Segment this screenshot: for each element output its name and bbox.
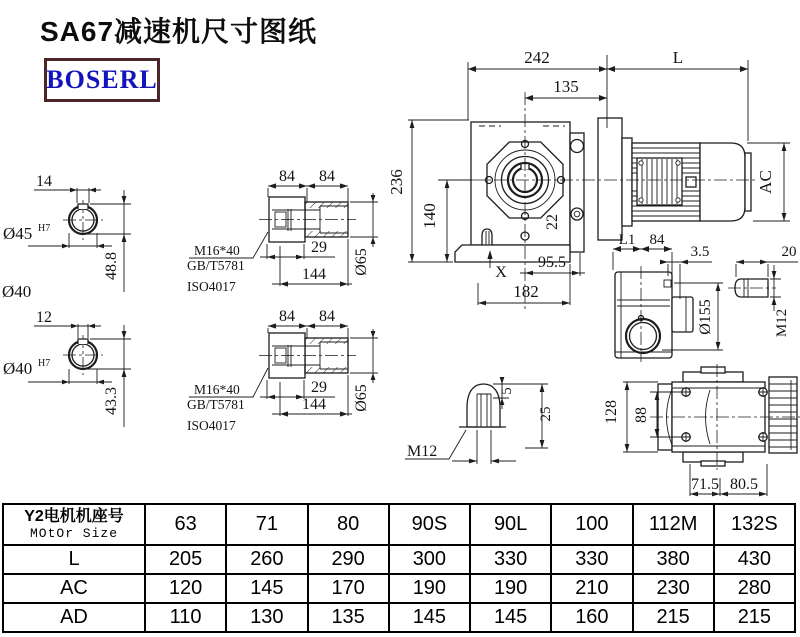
col-header: 71 [226, 504, 307, 545]
dim-135: 135 [553, 77, 579, 96]
note-iso-standard: ISO4017 [187, 418, 236, 433]
brand-logo-text: BOSERL [46, 65, 158, 94]
dim-236: 236 [387, 169, 406, 195]
dim-84-left: 84 [279, 168, 295, 185]
dim-84-left: 84 [279, 308, 295, 325]
note-bolt-spec: M16*40 [194, 243, 240, 258]
col-header: 90S [389, 504, 470, 545]
dim-242: 242 [524, 48, 550, 67]
table-cell: 160 [551, 603, 632, 632]
dim-dia40-tol: H7 [38, 358, 51, 369]
dim-5: 5 [499, 387, 515, 395]
view-sleeve-upper [187, 168, 378, 294]
dim-AC: AC [756, 170, 775, 194]
table-cell: 205 [145, 545, 226, 574]
table-cell: 230 [633, 574, 714, 603]
view-shaft-end-upper [2, 173, 131, 301]
table-cell: 280 [714, 574, 795, 603]
col-header: 132S [714, 504, 795, 545]
dim-84-right: 84 [319, 308, 335, 325]
dim-29: 29 [311, 379, 327, 396]
dim-dia40h7: Ø40 [3, 359, 33, 378]
view-gearbox-top [603, 364, 800, 496]
dim-dia155: Ø155 [697, 299, 714, 335]
table-cell: 215 [714, 603, 795, 632]
dim-12: 12 [36, 309, 52, 326]
dim-M12: M12 [774, 308, 790, 338]
col-header: 112M [633, 504, 714, 545]
table-cell: 130 [226, 603, 307, 632]
col-header: 100 [551, 504, 632, 545]
dim-84-right: 84 [319, 168, 335, 185]
table-cell: 135 [308, 603, 389, 632]
dim-84: 84 [649, 232, 665, 248]
dim-48-8: 48.8 [103, 252, 120, 280]
note-iso-standard: ISO4017 [187, 279, 236, 294]
view-sleeve-lower [187, 308, 378, 433]
table-cell: 330 [470, 545, 551, 574]
page-title: SA67减速机尺寸图纸 [40, 16, 318, 47]
table-cell: 190 [389, 574, 470, 603]
dim-140: 140 [420, 203, 439, 229]
table-cell: 210 [551, 574, 632, 603]
col-header: 90L [470, 504, 551, 545]
row-label-AD: AD [3, 603, 145, 632]
row-label-AC: AC [3, 574, 145, 603]
view-main-assembly [387, 48, 790, 312]
table-cell: 215 [633, 603, 714, 632]
table-cell: 110 [145, 603, 226, 632]
table-cell: 260 [226, 545, 307, 574]
table-cell: 145 [389, 603, 470, 632]
table-cell: 120 [145, 574, 226, 603]
dim-80-5: 80.5 [730, 476, 758, 493]
table-cell: 170 [308, 574, 389, 603]
label-X: X [495, 264, 507, 281]
dim-20: 20 [781, 244, 797, 260]
dim-dia65: Ø65 [353, 384, 370, 412]
col-header: 63 [145, 504, 226, 545]
dim-182: 182 [513, 282, 539, 301]
table-cell: 290 [308, 545, 389, 574]
table-header-motor-size [3, 504, 145, 545]
table-cell: 190 [470, 574, 551, 603]
table-cell: 330 [551, 545, 632, 574]
dim-L1: L1 [618, 232, 636, 248]
dim-25: 25 [538, 406, 554, 422]
table-cell: 145 [226, 574, 307, 603]
dim-43-3: 43.3 [103, 387, 120, 415]
dim-71-5: 71.5 [691, 476, 719, 493]
note-bolt-spec: M16*40 [194, 382, 240, 397]
label-dia40: Ø40 [2, 282, 32, 301]
dim-14: 14 [36, 173, 52, 190]
dim-144: 144 [302, 396, 326, 413]
dim-dia65: Ø65 [353, 248, 370, 276]
view-plug-detail [405, 377, 554, 464]
header-en: MOtOr Size [29, 526, 118, 541]
dim-3-5: 3.5 [690, 244, 710, 260]
view-gearbox-side [613, 232, 798, 362]
dim-dia45: Ø45 [3, 224, 33, 243]
dim-29: 29 [311, 239, 327, 256]
note-gb-standard: GB/T5781 [187, 397, 245, 412]
dim-dia45-tol: H7 [38, 223, 51, 234]
view-shaft-end-lower [3, 309, 131, 427]
row-label-L: L [3, 545, 145, 574]
dim-144: 144 [302, 266, 326, 283]
table-cell: 300 [389, 545, 470, 574]
header-cn: Y2电机机座号 [24, 508, 124, 525]
note-gb-standard: GB/T5781 [187, 258, 245, 273]
label-plug-M12: M12 [407, 443, 438, 460]
table-cell: 430 [714, 545, 795, 574]
table-cell: 145 [470, 603, 551, 632]
dim-88: 88 [633, 407, 650, 423]
dim-128: 128 [603, 400, 620, 424]
dim-L: L [672, 48, 684, 67]
dim-95-5: 95.5 [538, 254, 566, 271]
dim-22: 22 [544, 214, 561, 230]
table-cell: 380 [633, 545, 714, 574]
dimension-table [2, 503, 796, 633]
col-header: 80 [308, 504, 389, 545]
